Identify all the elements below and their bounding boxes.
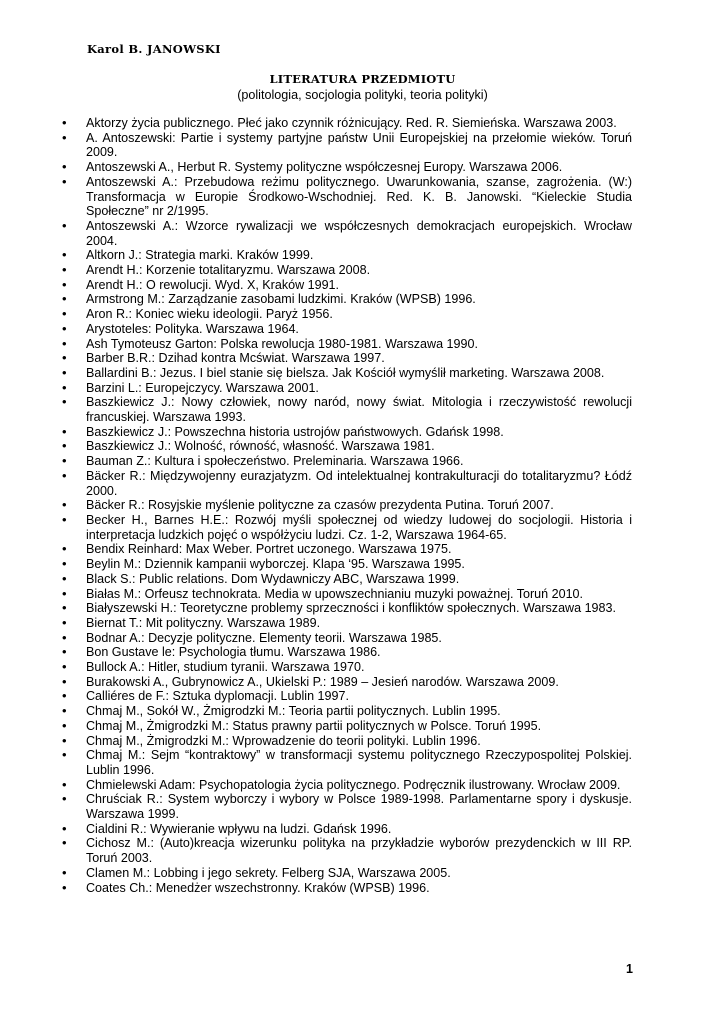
bibliography-entry: • Barzini L.: Europejczycy. Warszawa 2001. [62,381,632,396]
bibliography-entry: • Ballardini B.: Jezus. I biel stanie się bielsza. Jak Kościół wymyślił marketing. Warszawa 2008. [62,366,632,381]
bibliography-entry: • Bauman Z.: Kultura i społeczeństwo. Preleminaria. Warszawa 1966. [62,454,632,469]
bibliography-entry: • Chmielewski Adam: Psychopatologia życia politycznego. Podręcznik ilustrowany. Wrocław 2009. [62,778,632,793]
page-number: 1 [626,962,633,976]
bibliography-entry: • Calliéres de F.: Sztuka dyplomacji. Lublin 1997. [62,689,632,704]
bibliography-entry: • Arystoteles: Polityka. Warszawa 1964. [62,322,632,337]
bibliography-entry: • Antoszewski A., Herbut R. Systemy polityczne współczesnej Europy. Warszawa 2006. [62,160,632,175]
bibliography-entry: • Aktorzy życia publicznego. Płeć jako czynnik różnicujący. Red. R. Siemieńska. Warszawa 2003. [62,116,632,131]
bibliography-entry: • Białyszewski H.: Teoretyczne problemy sprzeczności i konfliktów społecznych. Warszawa 1983. [62,601,632,616]
bibliography-entry: • Bendix Reinhard: Max Weber. Portret uczonego. Warszawa 1975. [62,542,632,557]
bibliography-entry: • Altkorn J.: Strategia marki. Kraków 1999. [62,248,632,263]
bibliography-entry: • Becker H., Barnes H.E.: Rozwój myśli społecznej od wiedzy ludowej do socjologii. Historia i interpretacja ludzkich pojęć o współżyciu ludzi. Cz. 1-2, Warszawa 1964-65. [62,513,632,542]
bibliography-entry: • Clamen M.: Lobbing i jego sekrety. Felberg SJA, Warszawa 2005. [62,866,632,881]
bibliography-entry: • Biernat T.: Mit polityczny. Warszawa 1989. [62,616,632,631]
bibliography-entry: • Coates Ch.: Menedżer wszechstronny. Kraków (WPSB) 1996. [62,881,632,896]
bibliography-entry: • Bon Gustave le: Psychologia tłumu. Warszawa 1986. [62,645,632,660]
bibliography-entry: • Baszkiewicz J.: Powszechna historia ustrojów państwowych. Gdańsk 1998. [62,425,632,440]
bibliography-entry: • Chmaj M., Żmigrodzki M.: Status prawny partii politycznych w Polsce. Toruń 1995. [62,719,632,734]
bibliography-entry: • Bullock A.: Hitler, studium tyranii. Warszawa 1970. [62,660,632,675]
bibliography-entry: • Arendt H.: O rewolucji. Wyd. X, Kraków 1991. [62,278,632,293]
bibliography-entry: • A. Antoszewski: Partie i systemy partyjne państw Unii Europejskiej na przełomie wieków. Toruń 2009. [62,131,632,160]
bibliography-entry: • Bodnar A.: Decyzje polityczne. Elementy teorii. Warszawa 1985. [62,631,632,646]
bibliography-entry: • Antoszewski A.: Przebudowa reżimu politycznego. Uwarunkowania, szanse, zagrożenia. (W:) Transformacja w Europie Środkowo-Wschodniej. Red. K. B. Janowski. “Kieleckie Studia Społeczne” nr 2/1995. [62,175,632,219]
bibliography-entry: • Arendt H.: Korzenie totalitaryzmu. Warszawa 2008. [62,263,632,278]
bibliography-entry: • Cialdini R.: Wywieranie wpływu na ludzi. Gdańsk 1996. [62,822,632,837]
bibliography-entry: • Aron R.: Koniec wieku ideologii. Paryż 1956. [62,307,632,322]
bibliography-entry: • Baszkiewicz J.: Wolność, równość, własność. Warszawa 1981. [62,439,632,454]
bibliography-entry: • Chmaj M., Sokół W., Żmigrodzki M.: Teoria partii politycznych. Lublin 1995. [62,704,632,719]
bibliography-entry: • Black S.: Public relations. Dom Wydawniczy ABC, Warszawa 1999. [62,572,632,587]
bibliography-entry: • Burakowski A., Gubrynowicz A., Ukielski P.: 1989 – Jesień narodów. Warszawa 2009. [62,675,632,690]
bibliography-entry: • Bäcker R.: Międzywojenny eurazjatyzm. Od intelektualnej kontrakulturacji do totalitaryzmu? Łódź 2000. [62,469,632,498]
bibliography-entry: • Ash Tymoteusz Garton: Polska rewolucja 1980-1981. Warszawa 1990. [62,337,632,352]
author-name: Karol B. JANOWSKI [87,42,221,56]
bibliography-entry: • Białas M.: Orfeusz technokrata. Media w upowszechnianiu muzyki poważnej. Toruń 2010. [62,587,632,602]
bibliography-list [62,116,632,895]
bibliography-entry: • Bäcker R.: Rosyjskie myślenie polityczne za czasów prezydenta Putina. Toruń 2007. [62,498,632,513]
bibliography-entry: • Baszkiewicz J.: Nowy człowiek, nowy naród, nowy świat. Mitologia i rzeczywistość rewolucji francuskiej. Warszawa 1993. [62,395,632,424]
bibliography-entry: • Chmaj M.: Sejm “kontraktowy” w transformacji systemu politycznego Rzeczypospolitej Polskiej. Lublin 1996. [62,748,632,777]
bibliography-entry: • Cichosz M.: (Auto)kreacja wizerunku polityka na przykładzie wyborów prezydenckich w III RP. Toruń 2003. [62,836,632,865]
document-title: LITERATURA PRZEDMIOTU [269,72,456,86]
bibliography-entry: • Beylin M.: Dziennik kampanii wyborczej. Klapa ‘95. Warszawa 1995. [62,557,632,572]
bibliography-entry: • Armstrong M.: Zarządzanie zasobami ludzkimi. Kraków (WPSB) 1996. [62,292,632,307]
bibliography-entry: • Antoszewski A.: Wzorce rywalizacji we współczesnych demokracjach europejskich. Wrocław 2004. [62,219,632,248]
document-subtitle: (politologia, socjologia polityki, teoria polityki) [237,88,488,102]
bibliography-entry: • Chmaj M., Żmigrodzki M.: Wprowadzenie do teorii polityki. Lublin 1996. [62,734,632,749]
bibliography-entry: • Barber B.R.: Dzihad kontra Mcświat. Warszawa 1997. [62,351,632,366]
bibliography-entry: • Chruściak R.: System wyborczy i wybory w Polsce 1989-1998. Parlamentarne spory i dyskusje. Warszawa 1999. [62,792,632,821]
